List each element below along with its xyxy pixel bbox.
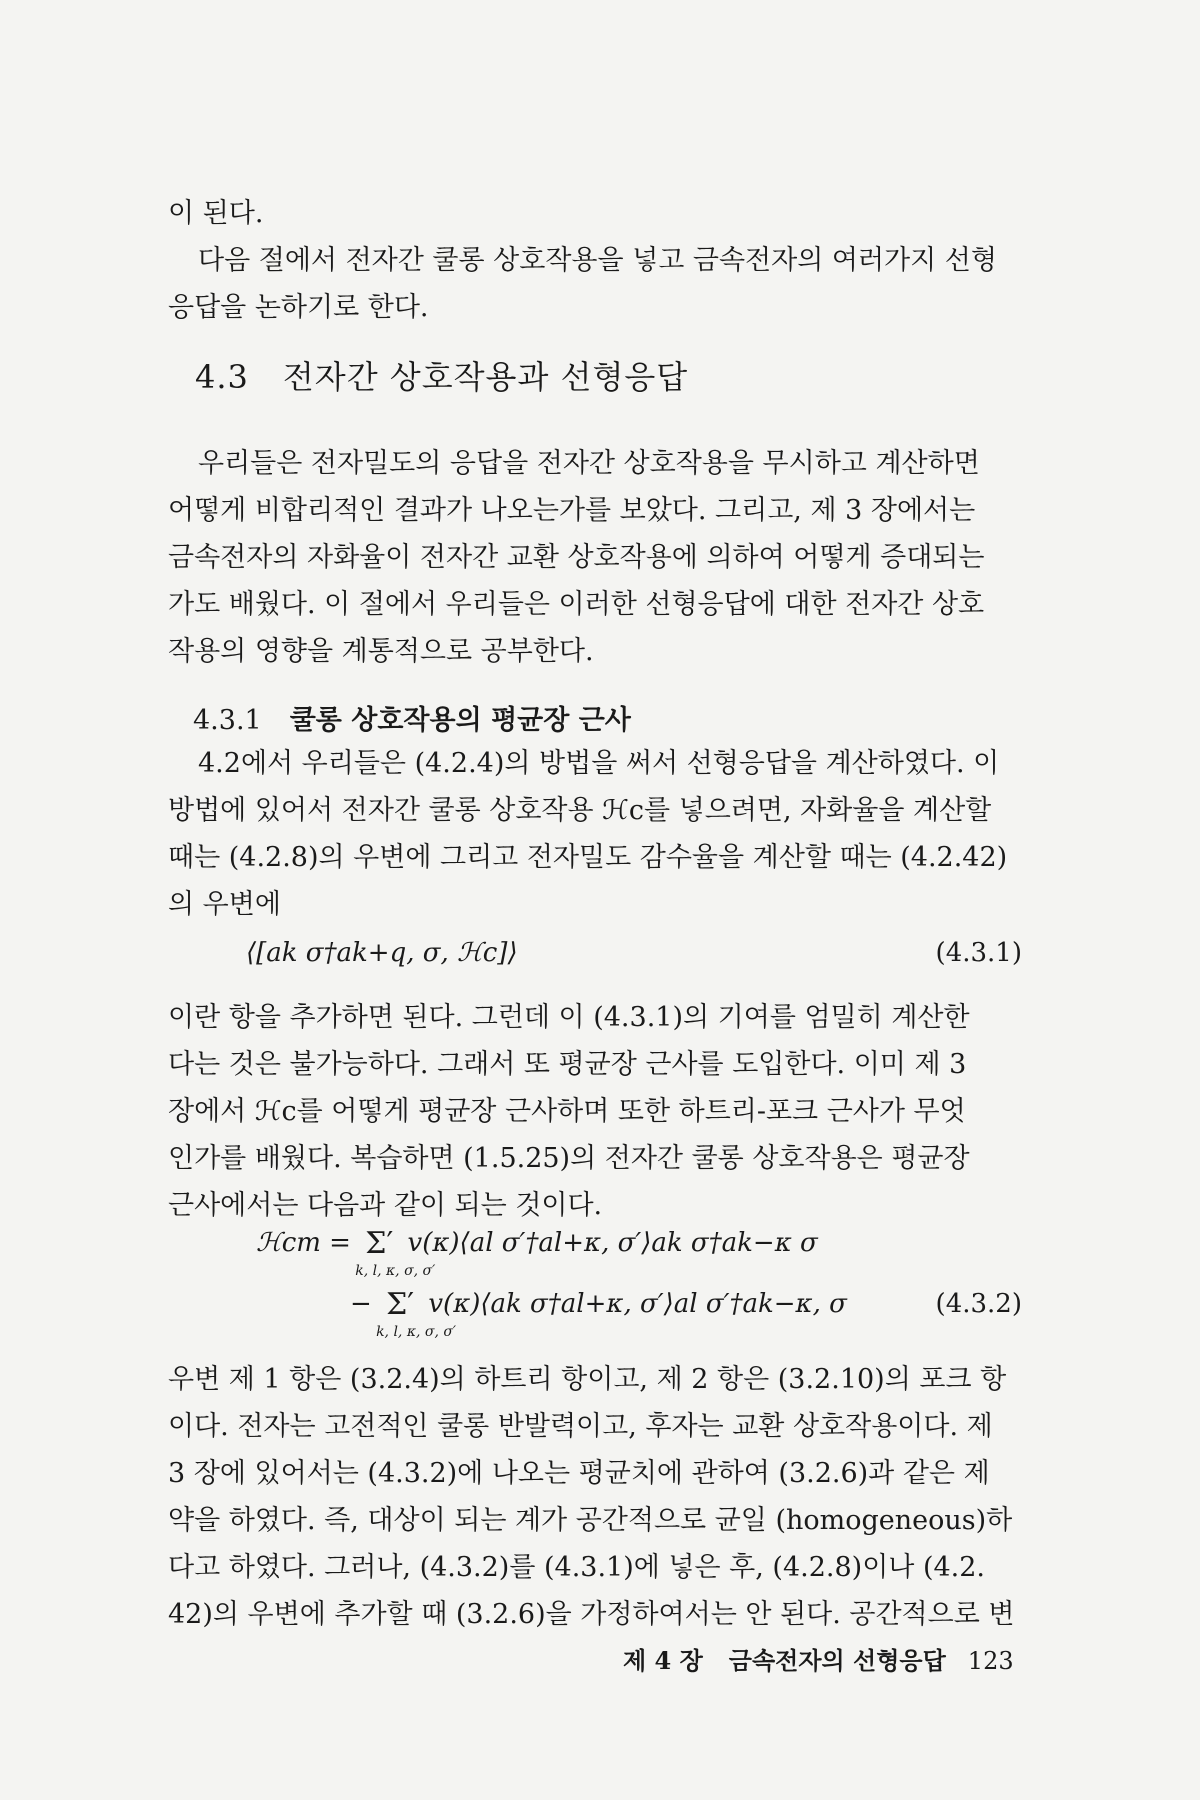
- equation-4-3-1: [246, 938, 518, 968]
- section-heading: [195, 352, 688, 398]
- text-line: 근사에서는 다음과 같이 되는 것이다.: [168, 1190, 603, 1221]
- text-line: 장에서 ℋc를 어떻게 평균장 근사하며 또한 하트리-포크 근사가 무엇: [168, 1096, 966, 1127]
- text-line: 의 우변에: [168, 889, 281, 920]
- subsection-heading: [193, 698, 631, 737]
- page-number: 123: [967, 1647, 1014, 1675]
- text-line: 이 된다.: [168, 198, 264, 229]
- paragraph-subsection: [168, 740, 1036, 928]
- summation-subscript: k, l, κ, σ, σ′: [355, 1262, 436, 1279]
- equation-number: (4.3.1): [935, 938, 1022, 968]
- equation-number: (4.3.2): [935, 1289, 1022, 1319]
- paragraph-final: [168, 1356, 1036, 1638]
- text-line: 이란 항을 추가하면 된다. 그런데 이 (4.3.1)의 기여를 엄밀히 계산한: [168, 1002, 970, 1033]
- summation: [355, 1225, 436, 1279]
- text-line: 다음 절에서 전자간 쿨롱 상호작용을 넣고 금속전자의 여러가지 선형: [198, 245, 997, 276]
- paragraph-after-equation-1: [168, 994, 1036, 1229]
- equation-term: v(κ)⟨ak σ†al+κ, σ′⟩al σ′†ak−κ, σ: [428, 1289, 847, 1319]
- equation-4-3-2-line-2: [350, 1286, 847, 1340]
- summation: [376, 1286, 457, 1340]
- section-title-text: 전자간 상호작용과 선형응답: [282, 358, 689, 396]
- paragraph-top: [168, 190, 1036, 331]
- subsection-title-text: 쿨롱 상호작용의 평균장 근사: [289, 705, 631, 736]
- text-line: 어떻게 비합리적인 결과가 나오는가를 보았다. 그리고, 제 3 장에서는: [168, 495, 976, 526]
- text-line: 이다. 전자는 고전적인 쿨롱 반발력이고, 후자는 교환 상호작용이다. 제: [168, 1411, 993, 1442]
- summation-symbol: Σ′: [365, 1225, 394, 1261]
- section-number: 4.3: [195, 358, 249, 396]
- paragraph-intro: [168, 440, 1036, 675]
- footer-chapter: 제 4 장: [623, 1646, 703, 1675]
- text-line: 우리들은 전자밀도의 응답을 전자간 상호작용을 무시하고 계산하면: [198, 448, 980, 479]
- text-line: 약을 하였다. 즉, 대상이 되는 계가 공간적으로 균일 (homogeneous)하: [168, 1505, 1013, 1536]
- text-line: 때는 (4.2.8)의 우변에 그리고 전자밀도 감수율을 계산할 때는 (4.2.42): [168, 842, 1008, 873]
- text-line: 다는 것은 불가능하다. 그래서 또 평균장 근사를 도입한다. 이미 제 3: [168, 1049, 967, 1080]
- text-line: 4.2에서 우리들은 (4.2.4)의 방법을 써서 선형응답을 계산하였다. 이: [198, 748, 1000, 779]
- text-line: 다고 하였다. 그러나, (4.3.2)를 (4.3.1)에 넣은 후, (4.2.8)이나 (4.2.: [168, 1552, 985, 1583]
- running-footer: [623, 1641, 1014, 1676]
- equation-expression: ⟨[ak σ†ak+q, σ, ℋc]⟩: [246, 938, 518, 968]
- footer-title: 금속전자의 선형응답: [728, 1646, 946, 1675]
- text-line: 금속전자의 자화율이 전자간 교환 상호작용에 의하여 어떻게 증대되는: [168, 542, 985, 573]
- equation-lhs: ℋcm =: [256, 1228, 351, 1258]
- text-line: 작용의 영향을 계통적으로 공부한다.: [168, 636, 594, 667]
- subsection-number: 4.3.1: [193, 705, 262, 736]
- equation-term: v(κ)⟨al σ′†al+κ, σ′⟩ak σ†ak−κ σ: [407, 1228, 818, 1258]
- equation-minus: −: [350, 1289, 372, 1319]
- summation-subscript: k, l, κ, σ, σ′: [376, 1323, 457, 1340]
- text-line: 방법에 있어서 전자간 쿨롱 상호작용 ℋc를 넣으려면, 자화율을 계산할: [168, 795, 992, 826]
- text-line: 우변 제 1 항은 (3.2.4)의 하트리 항이고, 제 2 항은 (3.2.10)의 포크 항: [168, 1364, 1007, 1395]
- equation-4-3-2-line-1: [256, 1225, 818, 1279]
- text-line: 응답을 논하기로 한다.: [168, 292, 429, 323]
- text-line: 3 장에 있어서는 (4.3.2)에 나오는 평균치에 관하여 (3.2.6)과 같은 제: [168, 1458, 990, 1489]
- text-line: 42)의 우변에 추가할 때 (3.2.6)을 가정하여서는 안 된다. 공간적으로 변: [168, 1599, 1015, 1630]
- text-line: 가도 배웠다. 이 절에서 우리들은 이러한 선형응답에 대한 전자간 상호: [168, 589, 985, 620]
- text-line: 인가를 배웠다. 복습하면 (1.5.25)의 전자간 쿨롱 상호작용은 평균장: [168, 1143, 970, 1174]
- summation-symbol: Σ′: [386, 1286, 415, 1322]
